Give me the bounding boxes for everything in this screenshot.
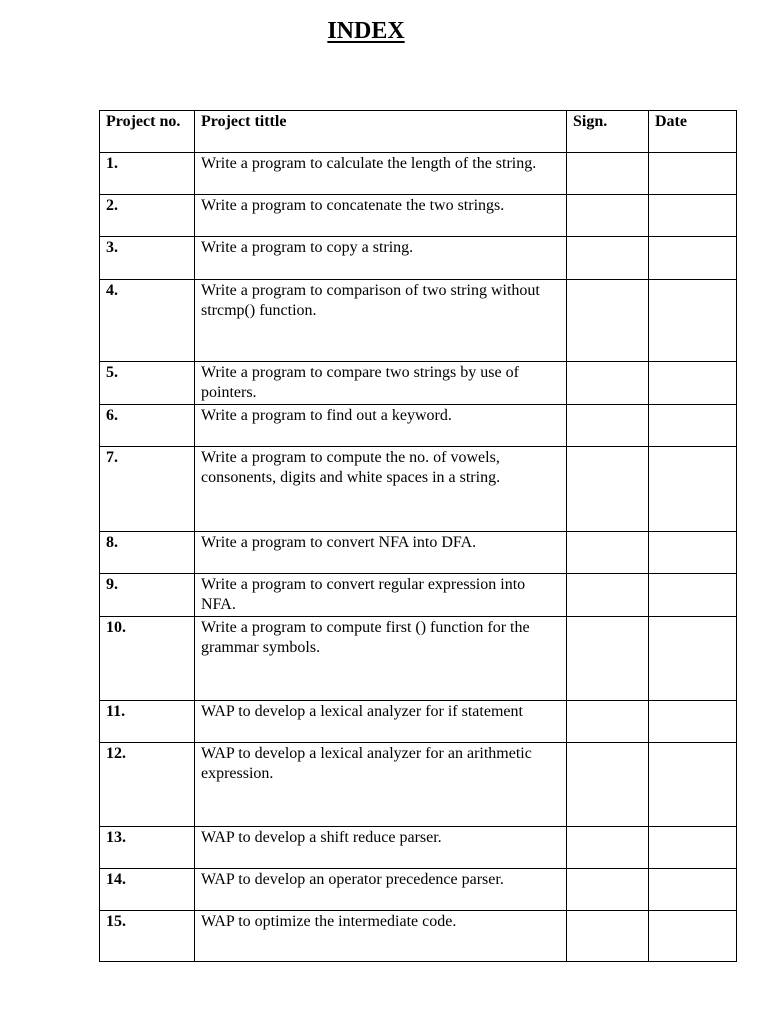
- date-cell: [649, 195, 737, 237]
- project-title: Write a program to compute the no. of vowels, consonents, digits and white spaces in a string.: [195, 447, 567, 532]
- header-project-title: Project tittle: [195, 111, 567, 153]
- date-cell: [649, 574, 737, 617]
- project-title: Write a program to calculate the length of the string.: [195, 153, 567, 195]
- project-no: 10.: [100, 617, 195, 701]
- header-sign: Sign.: [567, 111, 649, 153]
- project-title: WAP to develop an operator precedence parser.: [195, 869, 567, 911]
- page-title: INDEX: [327, 18, 405, 44]
- project-no: 4.: [100, 280, 195, 362]
- date-cell: [649, 617, 737, 701]
- project-no: 12.: [100, 743, 195, 827]
- table-row: [100, 827, 737, 869]
- project-no: 6.: [100, 405, 195, 447]
- table-header-row: [100, 111, 737, 153]
- project-title: WAP to develop a lexical analyzer for an arithmetic expression.: [195, 743, 567, 827]
- project-title: Write a program to copy a string.: [195, 237, 567, 280]
- sign-cell: [567, 701, 649, 743]
- project-title: Write a program to find out a keyword.: [195, 405, 567, 447]
- sign-cell: [567, 574, 649, 617]
- sign-cell: [567, 911, 649, 962]
- sign-cell: [567, 153, 649, 195]
- date-cell: [649, 362, 737, 405]
- sign-cell: [567, 827, 649, 869]
- date-cell: [649, 280, 737, 362]
- sign-cell: [567, 362, 649, 405]
- project-title: WAP to develop a lexical analyzer for if statement: [195, 701, 567, 743]
- project-no: 7.: [100, 447, 195, 532]
- table-row: [100, 911, 737, 962]
- table-row: [100, 153, 737, 195]
- project-title: Write a program to compare two strings by use of pointers.: [195, 362, 567, 405]
- date-cell: [649, 743, 737, 827]
- date-cell: [649, 701, 737, 743]
- project-no: 15.: [100, 911, 195, 962]
- header-date: Date: [649, 111, 737, 153]
- table-row: [100, 362, 737, 405]
- project-no: 3.: [100, 237, 195, 280]
- sign-cell: [567, 532, 649, 574]
- project-title: Write a program to comparison of two string without strcmp() function.: [195, 280, 567, 362]
- project-title: WAP to develop a shift reduce parser.: [195, 827, 567, 869]
- project-title: Write a program to convert regular expression into NFA.: [195, 574, 567, 617]
- date-cell: [649, 827, 737, 869]
- header-project-no: Project no.: [100, 111, 195, 153]
- table-row: [100, 195, 737, 237]
- project-title: Write a program to compute first () function for the grammar symbols.: [195, 617, 567, 701]
- table-row: [100, 532, 737, 574]
- date-cell: [649, 405, 737, 447]
- date-cell: [649, 153, 737, 195]
- table-row: [100, 405, 737, 447]
- project-no: 1.: [100, 153, 195, 195]
- project-no: 14.: [100, 869, 195, 911]
- index-table: [99, 110, 737, 962]
- table-row: [100, 869, 737, 911]
- project-no: 11.: [100, 701, 195, 743]
- date-cell: [649, 869, 737, 911]
- table-row: [100, 617, 737, 701]
- project-title: Write a program to convert NFA into DFA.: [195, 532, 567, 574]
- table-row: [100, 447, 737, 532]
- table-row: [100, 280, 737, 362]
- sign-cell: [567, 617, 649, 701]
- project-no: 9.: [100, 574, 195, 617]
- project-title: WAP to optimize the intermediate code.: [195, 911, 567, 962]
- sign-cell: [567, 280, 649, 362]
- project-no: 2.: [100, 195, 195, 237]
- project-title: Write a program to concatenate the two strings.: [195, 195, 567, 237]
- sign-cell: [567, 447, 649, 532]
- date-cell: [649, 237, 737, 280]
- sign-cell: [567, 195, 649, 237]
- project-no: 8.: [100, 532, 195, 574]
- table-row: [100, 743, 737, 827]
- table-row: [100, 237, 737, 280]
- table-row: [100, 701, 737, 743]
- project-no: 5.: [100, 362, 195, 405]
- date-cell: [649, 532, 737, 574]
- project-no: 13.: [100, 827, 195, 869]
- table-row: [100, 574, 737, 617]
- sign-cell: [567, 869, 649, 911]
- sign-cell: [567, 237, 649, 280]
- date-cell: [649, 447, 737, 532]
- sign-cell: [567, 405, 649, 447]
- sign-cell: [567, 743, 649, 827]
- date-cell: [649, 911, 737, 962]
